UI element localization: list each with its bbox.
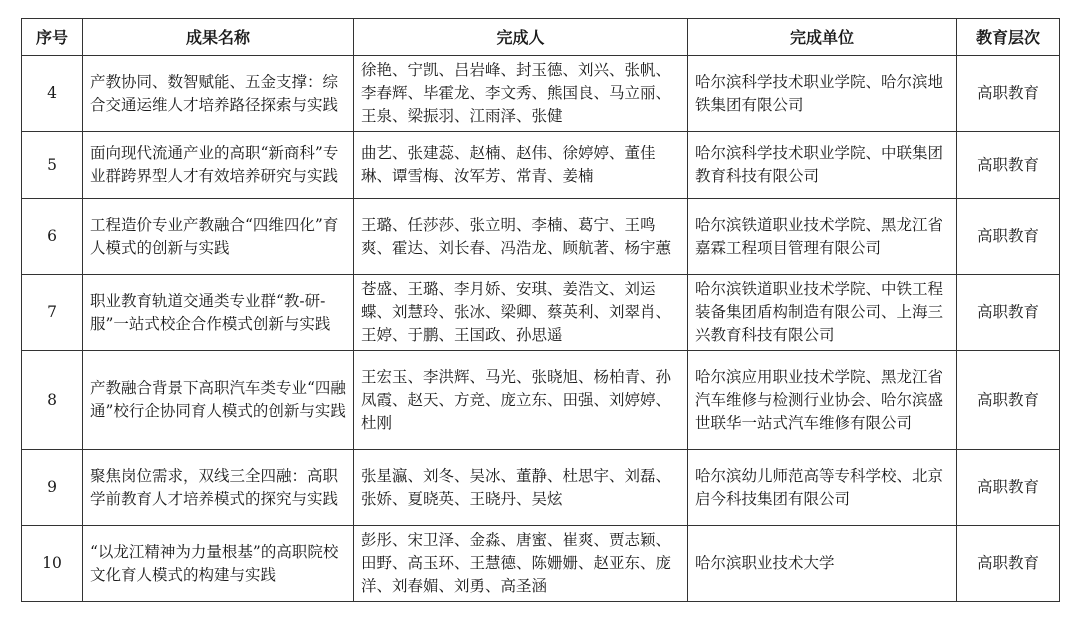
header-no: 序号 [22,19,83,56]
cell-name: “以龙江精神为力量根基”的高职院校文化育人模式的构建与实践 [83,526,354,602]
cell-name: 产教融合背景下高职汽车类专业“四融通”校行企协同育人模式的创新与实践 [83,351,354,450]
table-row [22,450,1060,526]
cell-level: 高职教育 [957,275,1060,351]
cell-people: 苍盛、王璐、李月娇、安琪、姜浩文、刘运蝶、刘慧玲、张冰、梁卿、蔡英利、刘翠肖、王婷、于鹏、王国政、孙思遥 [354,275,688,351]
results-table [21,18,1060,602]
cell-level: 高职教育 [957,199,1060,275]
cell-unit: 哈尔滨职业技术大学 [688,526,957,602]
cell-name: 产教协同、数智赋能、五金支撑：综合交通运维人才培养路径探索与实践 [83,56,354,132]
results-table-container [21,18,1059,602]
table-row [22,526,1060,602]
table-row [22,56,1060,132]
header-people: 完成人 [354,19,688,56]
cell-people: 徐艳、宁凯、吕岩峰、封玉德、刘兴、张帆、李春辉、毕霍龙、李文秀、熊国良、马立丽、王泉、梁振羽、江雨泽、张健 [354,56,688,132]
header-level: 教育层次 [957,19,1060,56]
cell-unit: 哈尔滨铁道职业技术学院、黑龙江省嘉霖工程项目管理有限公司 [688,199,957,275]
table-header-row [22,19,1060,56]
table-row [22,351,1060,450]
cell-people: 曲艺、张建蕊、赵楠、赵伟、徐婷婷、董佳琳、谭雪梅、汝军芳、常青、姜楠 [354,132,688,199]
cell-people: 张星瀛、刘冬、吴冰、董静、杜思宇、刘磊、张娇、夏晓英、王晓丹、吴炫 [354,450,688,526]
cell-name: 工程造价专业产教融合“四维四化”育人模式的创新与实践 [83,199,354,275]
cell-no: 6 [22,199,83,275]
cell-no: 7 [22,275,83,351]
cell-no: 5 [22,132,83,199]
table-row [22,275,1060,351]
cell-no: 10 [22,526,83,602]
cell-people: 王璐、任莎莎、张立明、李楠、葛宁、王鸣爽、霍达、刘长春、冯浩龙、顾航著、杨宇蕙 [354,199,688,275]
table-row [22,132,1060,199]
cell-level: 高职教育 [957,132,1060,199]
header-unit: 完成单位 [688,19,957,56]
cell-level: 高职教育 [957,450,1060,526]
cell-unit: 哈尔滨铁道职业技术学院、中铁工程装备集团盾构制造有限公司、上海三兴教育科技有限公司 [688,275,957,351]
cell-unit: 哈尔滨科学技术职业学院、哈尔滨地铁集团有限公司 [688,56,957,132]
cell-name: 聚焦岗位需求，双线三全四融：高职学前教育人才培养模式的探究与实践 [83,450,354,526]
header-name: 成果名称 [83,19,354,56]
cell-people: 彭彤、宋卫泽、金淼、唐蜜、崔爽、贾志颖、田野、高玉环、王慧德、陈姗姗、赵亚东、庞洋、刘春媚、刘勇、高圣涵 [354,526,688,602]
cell-no: 8 [22,351,83,450]
cell-level: 高职教育 [957,526,1060,602]
cell-no: 9 [22,450,83,526]
cell-level: 高职教育 [957,351,1060,450]
cell-name: 职业教育轨道交通类专业群“教-研-服”一站式校企合作模式创新与实践 [83,275,354,351]
cell-people: 王宏玉、李洪辉、马光、张晓旭、杨柏青、孙凤霞、赵天、方竞、庞立东、田强、刘婷婷、杜刚 [354,351,688,450]
table-row [22,199,1060,275]
cell-unit: 哈尔滨幼儿师范高等专科学校、北京启今科技集团有限公司 [688,450,957,526]
cell-unit: 哈尔滨科学技术职业学院、中联集团教育科技有限公司 [688,132,957,199]
cell-unit: 哈尔滨应用职业技术学院、黑龙江省汽车维修与检测行业协会、哈尔滨盛世联华一站式汽车维修有限公司 [688,351,957,450]
cell-level: 高职教育 [957,56,1060,132]
cell-name: 面向现代流通产业的高职“新商科”专业群跨界型人才有效培养研究与实践 [83,132,354,199]
cell-no: 4 [22,56,83,132]
